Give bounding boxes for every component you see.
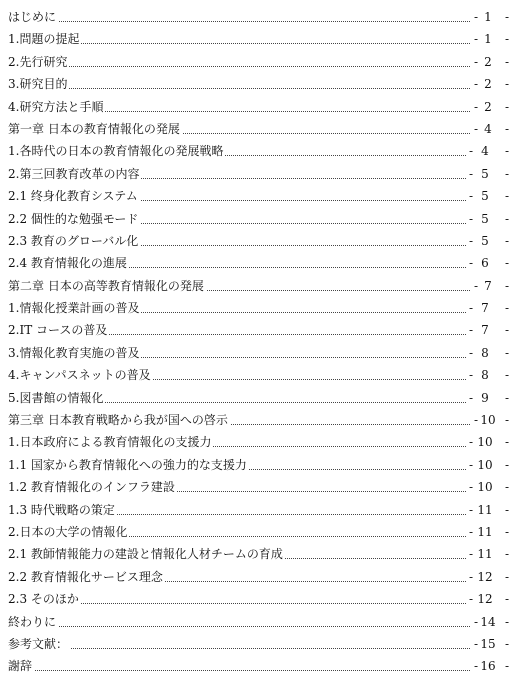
toc-dash: - (466, 319, 476, 341)
toc-entry[interactable] (0, 96, 524, 118)
toc-dash: - (504, 99, 510, 114)
toc-page-number: 10 (476, 454, 494, 476)
toc-entry[interactable] (0, 454, 524, 476)
toc-entry[interactable] (0, 655, 524, 677)
toc-dash: - (466, 208, 476, 230)
toc-page-number: 4 (476, 140, 494, 162)
toc-entry-title: 2.1 教師情報能力の建設と情報化人材チームの育成 (8, 543, 285, 565)
toc-dash: - (504, 256, 510, 271)
toc-leader-dots (10, 648, 476, 649)
toc-entry-title: 2.先行研究 (8, 51, 69, 73)
toc-dash: - (504, 233, 510, 248)
toc-entry[interactable] (0, 51, 524, 73)
toc-entry-title: 第一章 日本の教育情報化の発展 (8, 118, 182, 140)
toc-page-number: 10 (479, 409, 497, 431)
toc-dash: - (466, 431, 476, 453)
toc-dash: - (504, 10, 510, 24)
toc-entry-title: 2.3 そのほか (8, 588, 81, 610)
toc-entry-title: 終わりに (8, 611, 58, 633)
toc-entry[interactable] (0, 499, 524, 521)
toc-entry[interactable] (0, 252, 524, 274)
toc-dash: - (471, 275, 481, 297)
toc-dash: - (504, 614, 510, 629)
toc-dash: - (504, 144, 510, 159)
toc-page-number: 12 (476, 588, 494, 610)
toc-entry-title: 謝辞 (8, 655, 34, 677)
toc-dash: - (504, 547, 510, 562)
toc-entry-title: 1.2 教育情報化のインフラ建設 (8, 476, 177, 498)
toc-entry[interactable] (0, 208, 524, 230)
toc-dash: - (466, 387, 476, 409)
toc-entry[interactable] (0, 28, 524, 50)
toc-page-number: 11 (476, 499, 494, 521)
toc-leader-dots (10, 670, 476, 671)
toc-entry-title: 1.問題の提起 (8, 28, 81, 50)
toc-dash: - (504, 502, 510, 517)
toc-page-number: 2 (479, 51, 497, 73)
toc-entry-title: 4.キャンパスネットの普及 (8, 364, 153, 386)
toc-entry-title: 1.情報化授業計画の普及 (8, 297, 141, 319)
toc-entry[interactable] (0, 633, 524, 655)
toc-dash: - (504, 345, 510, 360)
toc-dash: - (471, 655, 481, 677)
toc-page-number: 7 (476, 319, 494, 341)
toc-page-number: 4 (479, 118, 497, 140)
toc-leader-dots (10, 88, 476, 89)
toc-entry[interactable] (0, 319, 524, 341)
toc-page-number: 2 (479, 96, 497, 118)
toc-dash: - (466, 297, 476, 319)
toc-page-number: 14 (479, 611, 497, 633)
toc-dash: - (504, 569, 510, 584)
toc-page-number: 9 (476, 387, 494, 409)
toc-entry[interactable] (0, 611, 524, 633)
toc-leader-dots (10, 21, 476, 22)
toc-dash: - (504, 323, 510, 338)
toc-entry[interactable] (0, 588, 524, 610)
toc-page-number: 1 (479, 6, 497, 28)
toc-dash: - (504, 592, 510, 607)
toc-entry-title: 1.3 時代戦略の策定 (8, 499, 117, 521)
toc-dash: - (504, 166, 510, 181)
toc-leader-dots (10, 626, 476, 627)
toc-entry-title: 第三章 日本教育戦略から我が国への啓示 (8, 409, 230, 431)
toc-entry[interactable] (0, 230, 524, 252)
toc-dash: - (504, 524, 510, 539)
toc-dash: - (471, 28, 481, 50)
toc-page-number: 11 (476, 521, 494, 543)
toc-dash: - (466, 521, 476, 543)
toc-dash: - (504, 211, 510, 226)
toc-entry-title: 2.2 教育情報化サービス理念 (8, 566, 165, 588)
toc-entry-title: 4.研究方法と手順 (8, 96, 105, 118)
toc-page-number: 5 (476, 163, 494, 185)
toc-entry[interactable] (0, 140, 524, 162)
toc-page-number: 8 (476, 342, 494, 364)
toc-entry[interactable] (0, 118, 524, 140)
toc-entry-title: 1.日本政府による教育情報化の支援力 (8, 431, 213, 453)
toc-entry[interactable] (0, 297, 524, 319)
toc-entry[interactable] (0, 387, 524, 409)
toc-entry[interactable] (0, 185, 524, 207)
toc-entry[interactable] (0, 521, 524, 543)
toc-entry-title: 1.各時代の日本の教育情報化の発展戦略 (8, 140, 225, 162)
toc-entry[interactable] (0, 6, 524, 28)
toc-page-number: 10 (476, 431, 494, 453)
toc-entry-title: 2.1 终身化教育システム (8, 185, 140, 207)
toc-dash: - (504, 77, 510, 92)
toc-entry[interactable] (0, 163, 524, 185)
toc-page-number: 7 (479, 275, 497, 297)
toc-dash: - (466, 454, 476, 476)
toc-page-number: 11 (476, 543, 494, 565)
toc-dash: - (466, 499, 476, 521)
toc-entry[interactable] (0, 543, 524, 565)
toc-dash: - (466, 588, 476, 610)
toc-dash: - (504, 368, 510, 383)
toc-dash: - (504, 278, 510, 293)
toc-entry-title: はじめに (8, 6, 58, 28)
toc-dash: - (471, 96, 481, 118)
toc-page-number: 12 (476, 566, 494, 588)
toc-dash: - (466, 163, 476, 185)
toc-dash: - (471, 633, 481, 655)
toc-dash: - (504, 121, 510, 136)
toc-entry-title: 3.情報化教育実施の普及 (8, 342, 141, 364)
toc-dash: - (466, 140, 476, 162)
toc-leader-dots (10, 66, 476, 67)
toc-dash: - (504, 54, 510, 69)
toc-entry-title: 2.第三回教育改革の内容 (8, 163, 141, 185)
toc-entry[interactable] (0, 476, 524, 498)
toc-dash: - (471, 6, 481, 28)
toc-dash: - (504, 413, 510, 428)
toc-entry[interactable] (0, 342, 524, 364)
toc-dash: - (466, 185, 476, 207)
toc-entry[interactable] (0, 364, 524, 386)
toc-page-number: 6 (476, 252, 494, 274)
toc-dash: - (504, 32, 510, 47)
toc-dash: - (466, 230, 476, 252)
toc-entry-title: 参考文献： (8, 633, 70, 655)
toc-dash: - (471, 611, 481, 633)
toc-entry-title: 2.日本の大学の情報化 (8, 521, 129, 543)
toc-entry-title: 第二章 日本の高等教育情報化の発展 (8, 275, 206, 297)
toc-page-number: 10 (476, 476, 494, 498)
toc-entry-title: 5.図書館の情報化 (8, 387, 105, 409)
toc-dash: - (504, 636, 510, 651)
toc-page-number: 7 (476, 297, 494, 319)
toc-page-number: 15 (479, 633, 497, 655)
toc-dash: - (466, 252, 476, 274)
toc-entry[interactable] (0, 431, 524, 453)
toc-dash: - (471, 118, 481, 140)
toc-page-number: 1 (479, 28, 497, 50)
toc-dash: - (466, 364, 476, 386)
toc-dash: - (504, 301, 510, 316)
toc-dash: - (471, 51, 481, 73)
toc-entry-title: 2.3 教育のグローバル化 (8, 230, 140, 252)
toc-entry[interactable] (0, 275, 524, 297)
toc-dash: - (504, 457, 510, 472)
toc-page-number: 2 (479, 73, 497, 95)
toc-entry-title: 3.研究目的 (8, 73, 69, 95)
toc-dash: - (504, 659, 510, 674)
toc-page-number: 5 (476, 208, 494, 230)
toc-entry[interactable] (0, 73, 524, 95)
toc-page-number: 5 (476, 230, 494, 252)
toc-entry[interactable] (0, 566, 524, 588)
toc-dash: - (466, 342, 476, 364)
toc-dash: - (504, 189, 510, 204)
toc-entry-title: 2.IT コースの普及 (8, 319, 109, 341)
toc-dash: - (471, 409, 481, 431)
toc-page-number: 16 (479, 655, 497, 677)
toc-page-number: 8 (476, 364, 494, 386)
toc-dash: - (504, 390, 510, 405)
toc-entry-title: 2.4 教育情報化の進展 (8, 252, 129, 274)
toc-dash: - (504, 435, 510, 450)
toc-entry[interactable] (0, 409, 524, 431)
toc-dash: - (466, 543, 476, 565)
toc-dash: - (471, 73, 481, 95)
toc-dash: - (504, 480, 510, 495)
toc-page-number: 5 (476, 185, 494, 207)
toc-entry-title: 1.1 国家から教育情報化への強力的な支援力 (8, 454, 249, 476)
toc-dash: - (466, 566, 476, 588)
toc-dash: - (466, 476, 476, 498)
toc-entry-title: 2.2 個性的な勉强モード (8, 208, 140, 230)
